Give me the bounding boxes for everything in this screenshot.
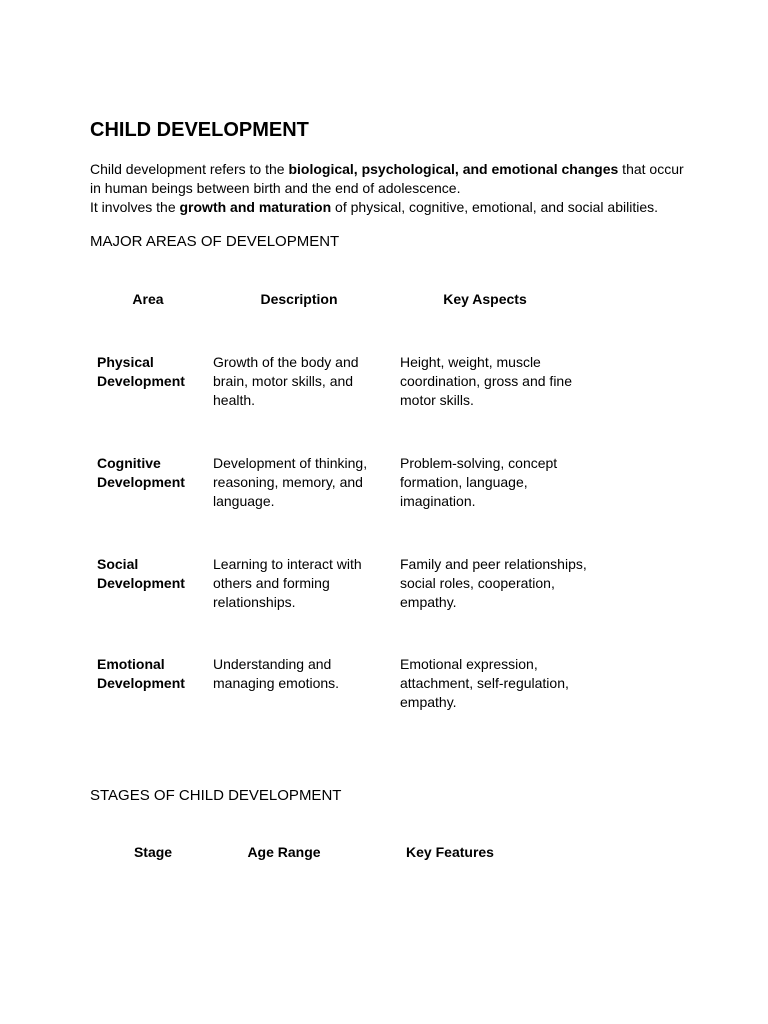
intro-text: Child development refers to the <box>90 161 289 177</box>
table-row-key-aspects: Height, weight, muscle coordination, gross and fine motor skills. <box>400 354 572 408</box>
table-row-key-aspects: Emotional expression, attachment, self-regulation, empathy. <box>400 656 569 710</box>
table-row-description: Growth of the body and brain, motor skills, and health. <box>213 354 359 408</box>
table-row-area <box>97 454 207 492</box>
intro-line-1 <box>90 160 690 198</box>
table-header-description: Description <box>260 291 338 307</box>
intro-line-2 <box>90 198 690 217</box>
page-title: CHILD DEVELOPMENT <box>90 119 309 141</box>
intro-paragraph <box>90 160 690 217</box>
area-name: Development <box>97 675 185 691</box>
area-name: Development <box>97 575 185 591</box>
table-row-description: Learning to interact with others and forming relationships. <box>213 556 362 610</box>
table-header-key-features: Key Features <box>406 844 494 860</box>
area-name: Social <box>97 556 139 572</box>
table-header-age-range: Age Range <box>247 844 321 860</box>
intro-text: It involves the <box>90 199 180 215</box>
area-name: Cognitive <box>97 455 161 471</box>
area-name: Physical <box>97 354 154 370</box>
table-header-stage: Stage <box>133 844 173 860</box>
table-header-key-aspects: Key Aspects <box>443 291 527 307</box>
table-header-area: Area <box>132 291 164 307</box>
table-row-description: Development of thinking, reasoning, memory, and language. <box>213 455 368 509</box>
intro-emphasis: biological, psychological, and emotional changes <box>288 161 619 177</box>
table-row-area <box>97 655 207 693</box>
area-name: Development <box>97 474 185 490</box>
area-name: Emotional <box>97 656 165 672</box>
section-heading-stages: STAGES OF CHILD DEVELOPMENT <box>90 787 342 804</box>
intro-emphasis: growth and maturation <box>179 199 332 215</box>
table-row-area <box>97 555 207 593</box>
intro-text: of physical, cognitive, emotional, and social abilities. <box>331 199 659 215</box>
table-row-key-aspects: Family and peer relationships, social roles, cooperation, empathy. <box>400 556 587 610</box>
table-row-key-aspects: Problem-solving, concept formation, language, imagination. <box>400 455 558 509</box>
table-row-area <box>97 353 207 391</box>
table-row-description: Understanding and managing emotions. <box>213 656 340 691</box>
section-heading-major-areas: MAJOR AREAS OF DEVELOPMENT <box>90 233 340 250</box>
area-name: Development <box>97 373 185 389</box>
intro-text: that occur in human beings between birth and the end of adolescence. <box>90 161 684 196</box>
